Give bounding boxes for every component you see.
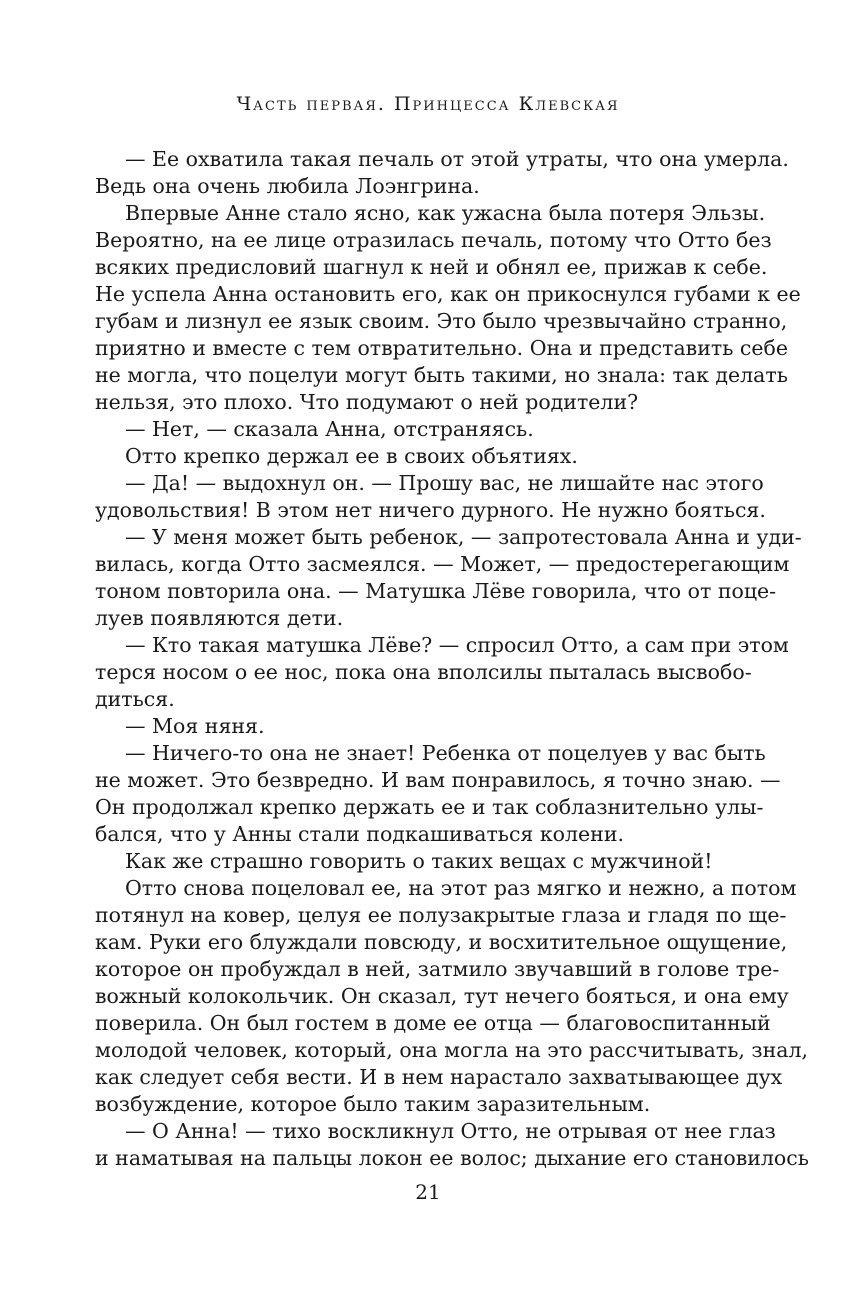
text-line: Отто крепко держал ее в своих объятиях.: [125, 444, 578, 468]
text-line: потянул на ковер, целуя ее полузакрытые глаза и гладя по ще-: [95, 903, 787, 927]
paragraph: [95, 1118, 809, 1172]
paragraph: [95, 740, 781, 848]
paragraph: [95, 875, 809, 1118]
text-line: терся носом о ее нос, пока она вполсилы пыталась высвобо-: [95, 660, 752, 684]
text-line: тоном повторила она. — Матушка Лёве говорила, что от поце-: [95, 579, 777, 603]
paragraph: [95, 443, 723, 470]
text-line: Впервые Анне стало ясно, как ужасна была потеря Эльзы.: [125, 201, 766, 225]
text-line: не могла, что поцелуи могут быть такими, но знала: так делать: [95, 363, 788, 387]
text-line: Ведь она очень любила Лоэнгрина.: [95, 174, 480, 198]
text-line: молодой человек, который, она могла на это рассчитывать, знал,: [95, 1038, 809, 1062]
paragraph: [95, 416, 723, 443]
text-line: — Ничего-то она не знает! Ребенка от поцелуев у вас быть: [125, 741, 766, 765]
text-line: — Кто такая матушка Лёве? — спросил Отто, а сам при этом: [125, 633, 789, 657]
text-line: — Да! — выдохнул он. — Прошу вас, не лишайте нас этого: [125, 471, 764, 495]
paragraph: [95, 848, 723, 875]
text-line: всяких предисловий шагнул к ней и обнял ее, прижав к себе.: [95, 255, 768, 279]
paragraph: [95, 200, 801, 416]
paragraph: [95, 470, 766, 524]
text-line: вожный колокольчик. Он сказал, тут нечего бояться, и она ему: [95, 984, 789, 1008]
text-line: — Ее охватила такая печаль от этой утраты, что она умерла.: [125, 147, 789, 171]
page-number: 21: [415, 1180, 441, 1204]
text-line: возбуждение, которое было таким заразительным.: [95, 1092, 651, 1116]
paragraph: [95, 524, 802, 632]
text-line: нельзя, это плохо. Что подумают о ней родители?: [95, 390, 639, 414]
body-text: [95, 146, 809, 1172]
text-line: вилась, когда Отто засмеялся. — Может, — предостерегающим: [95, 552, 790, 576]
text-line: луев появляются дети.: [95, 606, 344, 630]
text-line: и наматывая на пальцы локон ее волос; дыхание его становилось: [95, 1146, 809, 1170]
paragraph: [95, 146, 789, 200]
text-line: — Моя няня.: [125, 714, 265, 738]
running-head: Часть первая. Принцесса Клевская: [236, 93, 620, 115]
text-line: Вероятно, на ее лице отразилась печаль, потому что Отто без: [95, 228, 772, 252]
text-line: Не успела Анна остановить его, как он прикоснулся губами к ее: [95, 282, 801, 306]
text-line: как следует себя вести. И в нем нарастало захватывающее дух: [95, 1065, 783, 1089]
text-line: удовольствия! В этом нет ничего дурного. Не нужно бояться.: [95, 498, 766, 522]
text-line: которое он пробуждал в ней, затмило звучавший в голове тре-: [95, 957, 780, 981]
text-line: губам и лизнул ее язык своим. Это было чрезвычайно странно,: [95, 309, 788, 333]
paragraph: [95, 632, 789, 713]
text-line: Он продолжал крепко держать ее и так соблазнительно улы-: [95, 795, 764, 819]
text-line: Как же страшно говорить о таких вещах с мужчиной!: [125, 849, 713, 873]
text-line: — О Анна! — тихо воскликнул Отто, не отрывая от нее глаз: [125, 1119, 776, 1143]
text-line: приятно и вместе с тем отвратительно. Она и представить себе: [95, 336, 788, 360]
text-line: — Нет, — сказала Анна, отстраняясь.: [125, 417, 534, 441]
text-line: бался, что у Анны стали подкашиваться колени.: [95, 822, 625, 846]
text-line: диться.: [95, 687, 175, 711]
text-line: поверила. Он был гостем в доме ее отца — благовоспитанный: [95, 1011, 771, 1035]
text-line: — У меня может быть ребенок, — запротестовала Анна и уди-: [125, 525, 802, 549]
text-line: Отто снова поцеловал ее, на этот раз мягко и нежно, а потом: [125, 876, 797, 900]
text-line: кам. Руки его блуждали повсюду, и восхитительное ощущение,: [95, 930, 788, 954]
paragraph: [95, 713, 723, 740]
text-line: не может. Это безвредно. И вам понравилось, я точно знаю. —: [95, 768, 781, 792]
